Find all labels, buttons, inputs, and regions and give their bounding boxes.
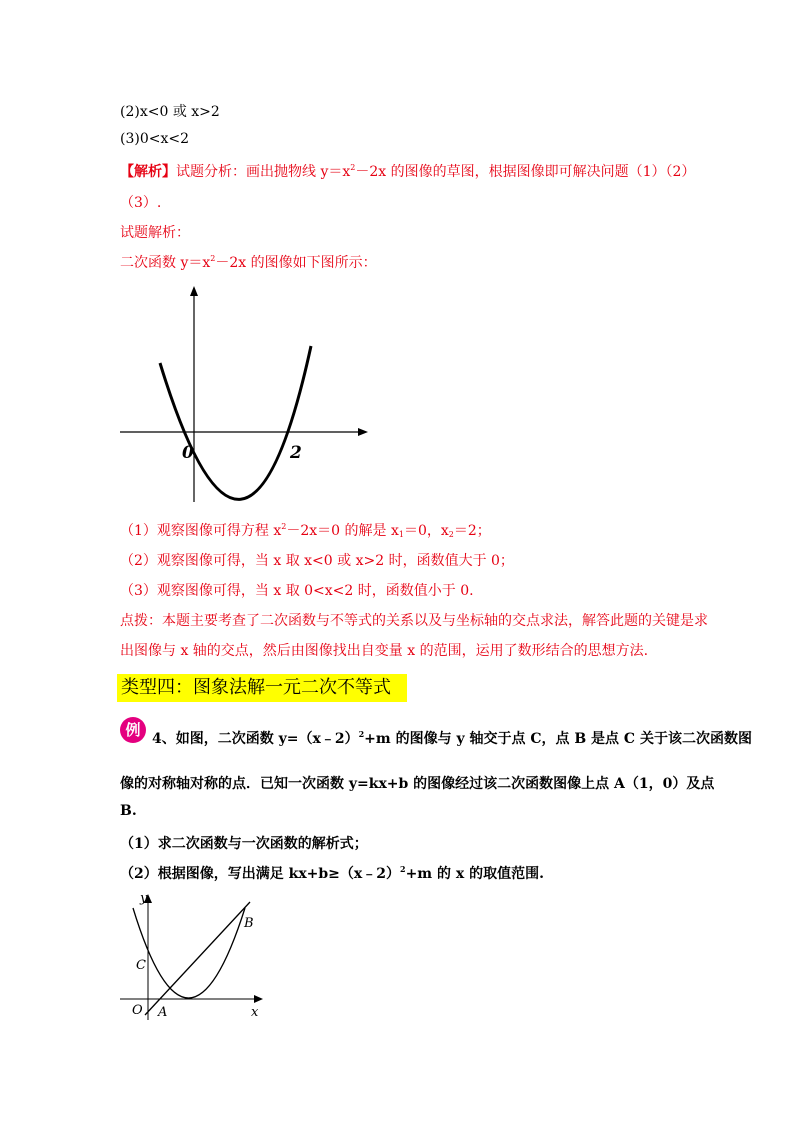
parabola-curve [160, 346, 311, 499]
step-1 [120, 520, 491, 540]
x-axis-label: x [251, 1005, 259, 1020]
question-1: （1）求二次函数与一次函数的解析式； [120, 836, 368, 852]
linear-function-line [145, 902, 250, 1015]
analysis-text: －2x 的图像的草图，根据图像即可解决问题（1）（2） [355, 164, 696, 180]
step-text: －2x＝0 的解是 x [286, 523, 399, 539]
step-2: （2）观察图像可得，当 x 取 x<0 或 x>2 时，函数值大于 0； [120, 553, 514, 569]
answer-3: (3)0<x<2 [120, 131, 190, 147]
graph-intro [120, 252, 377, 272]
tip-line-1: 点拨：本题主要考查了二次函数与不等式的关系以及与坐标轴的交点求法，解答此题的关键是求 [120, 613, 708, 629]
analysis-line-2: （3）. [120, 195, 162, 211]
example-text: 4、如图，二次函数 y=（x﹣2） [152, 731, 359, 747]
parabola-curve [133, 908, 245, 998]
example-line-1 [152, 728, 752, 748]
parabola-line-graph [115, 888, 275, 1028]
question-text: +m 的 x 的取值范围. [405, 866, 544, 882]
step-text: （1）观察图像可得方程 x [120, 523, 282, 539]
step-3: （3）观察图像可得，当 x 取 0<x<2 时，函数值小于 0. [120, 583, 474, 599]
question-text: （2）根据图像，写出满足 kx+b≥（x﹣2） [120, 866, 400, 882]
superscript: 2 [210, 254, 216, 263]
analysis-tag: 【解析】 [120, 164, 176, 180]
solution-title: 试题解析： [120, 225, 190, 241]
superscript: 2 [358, 729, 365, 739]
graph-intro-text: 二次函数 y＝x [120, 255, 211, 271]
analysis-line-1 [120, 161, 695, 181]
point-c-label: C [136, 958, 146, 973]
step-text: ＝0，x [403, 523, 449, 539]
root-label: 2 [290, 443, 302, 463]
y-axis-arrow [190, 286, 198, 296]
superscript: 2 [400, 864, 406, 874]
analysis-text: 试题分析：画出抛物线 y＝x [176, 164, 351, 180]
step-text: ＝2； [453, 523, 491, 539]
answer-2: (2)x<0 或 x>2 [120, 104, 220, 120]
section-title: 类型四：图象法解一元二次不等式 [117, 674, 407, 702]
point-a-label: A [158, 1005, 168, 1020]
x-axis-arrow [254, 995, 263, 1003]
subscript: 2 [448, 530, 454, 539]
example-badge: 例 [120, 717, 146, 743]
origin-label: O [132, 1003, 143, 1018]
superscript: 2 [281, 522, 287, 531]
y-axis-label: y [140, 891, 148, 906]
tip-line-2: 出图像与 x 轴的交点，然后由图像找出自变量 x 的范围，运用了数形结合的思想方法. [120, 643, 649, 659]
example-line-3: B. [120, 803, 137, 819]
point-b-label: B [244, 916, 254, 931]
graph-intro-text: －2x 的图像如下图所示： [215, 255, 377, 271]
x-axis-arrow [358, 428, 368, 436]
question-2 [120, 863, 544, 883]
example-text: +m 的图像与 y 轴交于点 C，点 B 是点 C 关于该二次函数图 [364, 731, 752, 747]
subscript: 1 [398, 530, 404, 539]
origin-label: 0 [182, 443, 194, 463]
parabola-graph [110, 280, 380, 512]
superscript: 2 [350, 163, 356, 172]
example-line-2: 像的对称轴对称的点．已知一次函数 y=kx+b 的图像经过该二次函数图像上点 A（1，0）及点 [120, 776, 715, 792]
